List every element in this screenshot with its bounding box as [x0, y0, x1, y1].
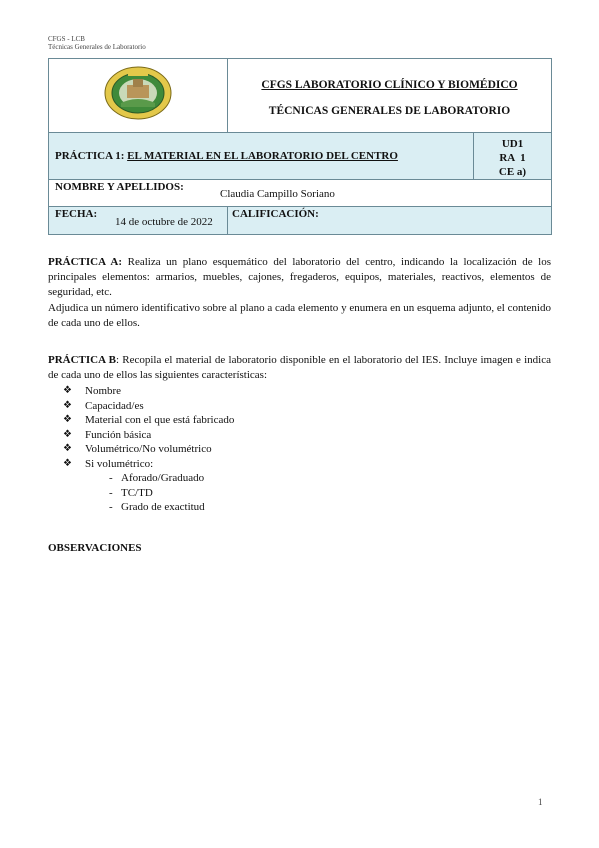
sublist-item: - TC/TD	[109, 486, 153, 499]
practice-a-paragraph-2: Adjudica un número identificativo sobre al plano a cada elemento y enumera en un esquema adjunto, el contenido de cada uno de ellos.	[48, 302, 551, 329]
volumetric-sublist	[85, 471, 234, 515]
page-number: 1	[538, 797, 543, 807]
practice-a-paragraph	[48, 255, 551, 300]
practice-a-label: PRÁCTICA A:	[48, 256, 123, 268]
practice-b-text: : Recopila el material de laboratorio disponible en el laboratorio del IES. Incluye imagen e indica de cada uno de ellos las siguientes características:	[48, 354, 551, 381]
title-cell	[228, 59, 552, 133]
diamond-bullet-icon: ❖	[63, 414, 72, 425]
list-item: ❖ Material con el que está fabricado	[63, 414, 235, 426]
student-name: Claudia Campillo Soriano	[220, 188, 335, 200]
list-item: ❖ Capacidad/es	[63, 399, 144, 412]
learning-outcome: RA 1	[499, 152, 526, 164]
name-label: NOMBRE Y APELLIDOS:	[55, 181, 184, 193]
dash-bullet: -	[109, 472, 113, 484]
practice-b-label: PRÁCTICA B	[48, 354, 116, 366]
diamond-bullet-icon: ❖	[63, 399, 72, 411]
school-logo-icon	[103, 65, 173, 121]
date-label: FECHA:	[55, 208, 98, 220]
grade-cell	[228, 207, 552, 235]
list-item: ❖ Función básica	[63, 428, 152, 441]
diamond-bullet-icon: ❖	[63, 443, 72, 454]
practice-a-text: Realiza un plano esquemático del laboratorio del centro, indicando la localización de los principales elementos: armarios, muebles, cajones, fregaderos, equipos, materiales, reactivos, elementos de seguridad, etc.	[48, 256, 551, 298]
list-item: ❖ Volumétrico/No volumétrico	[63, 443, 212, 455]
practice-title-cell	[49, 133, 474, 180]
grade-label: CALIFICACIÓN:	[232, 208, 319, 220]
diamond-bullet-icon: ❖	[63, 428, 72, 440]
diamond-bullet-icon: ❖	[63, 457, 72, 469]
practice-b-paragraph	[48, 353, 551, 383]
sublist-item: - Aforado/Graduado	[109, 472, 205, 484]
observations-heading: OBSERVACIONES	[48, 542, 142, 554]
unit-cell	[474, 133, 552, 180]
dash-bullet: -	[109, 486, 113, 499]
date-value: 14 de octubre de 2022	[115, 216, 213, 228]
running-header-subject: Técnicas Generales de Laboratorio	[48, 43, 146, 51]
unit-code: UD1	[501, 138, 524, 150]
practice-title: EL MATERIAL EN EL LABORATORIO DEL CENTRO	[127, 150, 398, 162]
running-header-course: CFGS - LCB	[48, 35, 85, 43]
date-cell	[49, 207, 228, 235]
sublist-item: - Grado de exactitud	[109, 501, 205, 513]
practice-label: PRÁCTICA 1:	[55, 150, 128, 162]
name-row	[49, 180, 552, 207]
list-item: ❖ Nombre	[63, 385, 122, 397]
characteristics-list	[63, 384, 234, 515]
practice-header-table	[48, 58, 552, 235]
logo-cell	[49, 59, 228, 133]
evaluation-criterion: CE a)	[498, 166, 527, 178]
dash-bullet: -	[109, 501, 113, 513]
diamond-bullet-icon: ❖	[63, 385, 72, 396]
list-item: ❖ Si volumétrico: - Aforado/Graduado - TC/TD - Grado de exactitud	[63, 457, 234, 515]
module-title: TÉCNICAS GENERALES DE LABORATORIO	[268, 104, 511, 117]
program-title: CFGS LABORATORIO CLÍNICO Y BIOMÉDICO	[261, 78, 518, 91]
